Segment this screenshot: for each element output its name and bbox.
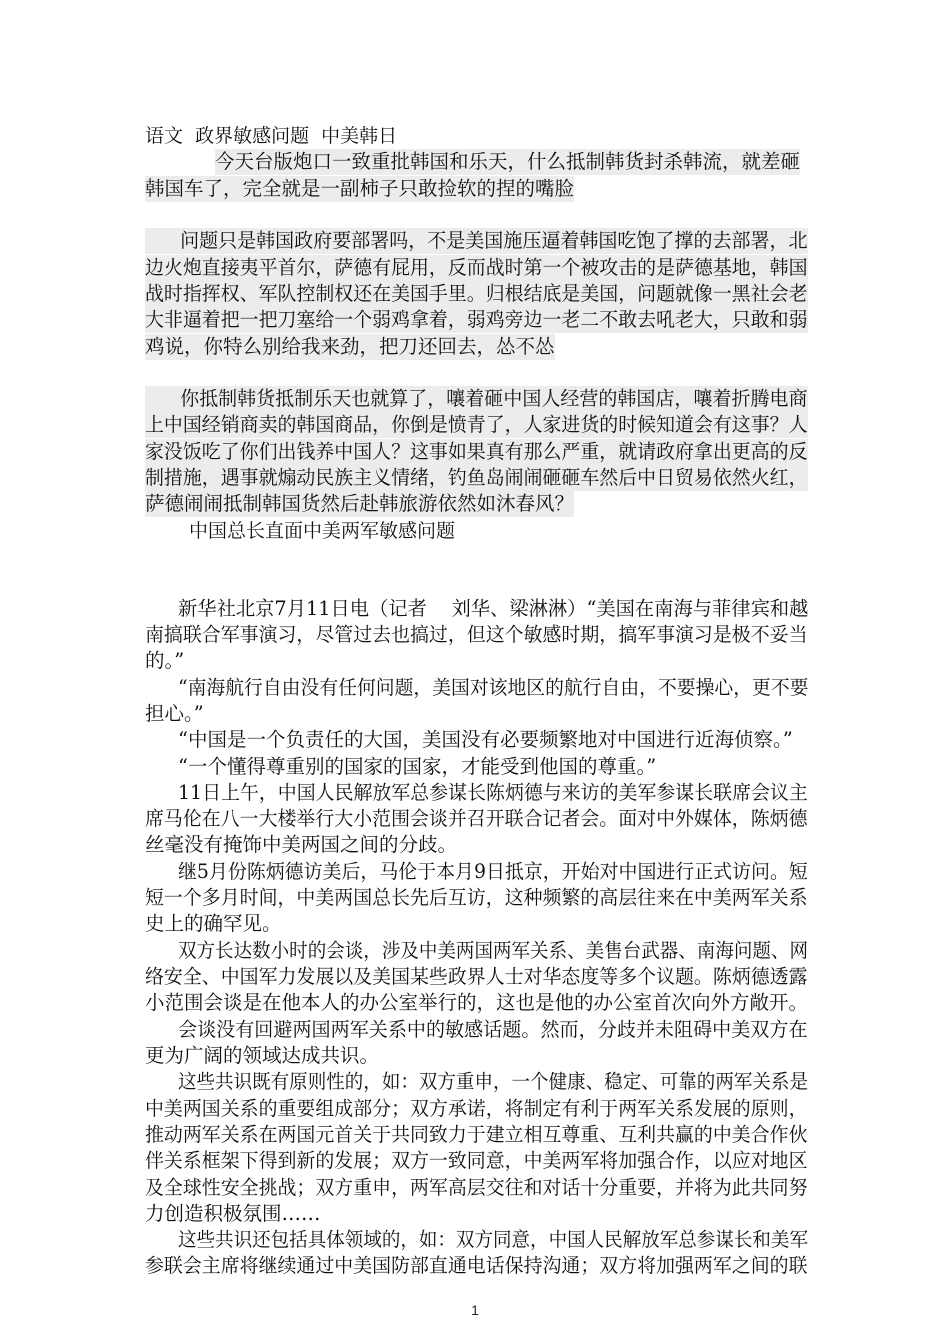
article-line: 这些共识既有原则性的，如：双方重申，一个健康、稳定、可靠的两军关系是 [178,1070,808,1093]
article-line: 参联会主席将继续通过中美国防部直通电话保持沟通；双方将加强两军之间的联 [145,1254,808,1277]
page-number: 1 [471,1302,479,1318]
paragraph-line: 边火炮直接夷平首尔，萨德有屁用，反而战时第一个被攻击的是萨德基地，韩国 [145,256,808,279]
subheading: 中国总长直面中美两军敏感问题 [189,520,456,542]
article-line: 11日上午，中国人民解放军总参谋长陈炳德与来访的美军参谋长联席会议主 [178,781,808,804]
article-line: 络安全、中国军力发展以及美国某些政界人士对华态度等多个议题。陈炳德透露 [145,965,808,988]
article-line: 小范围会谈是在他本人的办公室举行的，这也是他的办公室首次向外方敞开。 [145,991,809,1014]
title-line: 语文 政界敏感问题 中美韩日 [145,125,398,147]
paragraph-line: 大非逼着把一把刀塞给一个弱鸡拿着，弱鸡旁边一老二不敢去吼老大，只敢和弱 [145,308,808,331]
article-line: 中美两国关系的重要组成部分；双方承诺，将制定有利于两军关系发展的原则， [145,1097,808,1120]
article-line: 短一个多月时间，中美两国总长先后互访，这种频繁的高层往来在中美两军关系 [145,886,808,909]
paragraph-line: 你抵制韩货抵制乐天也就算了，嚷着砸中国人经营的韩国店，嚷着折腾电商 [145,386,808,412]
paragraph-line: 制措施，遇事就煽动民族主义情绪，钓鱼岛闹闹砸砸车然后中日贸易依然火红， [145,466,808,489]
article-line: “中国是一个负责任的大国，美国没有必要频繁地对中国进行近海侦察。” [178,728,793,751]
article-line: 推动两军关系在两国元首关于共同致力于建立相互尊重、互利共赢的中美合作伙 [145,1123,808,1146]
paragraph-line: 萨德闹闹抵制韩国货然后赴韩旅游依然如沐春风？ [145,492,575,515]
article-line: 继5月份陈炳德访美后，马伦于本月9日抵京，开始对中国进行正式访问。短 [178,860,808,883]
article-line: 更为广阔的领域达成共识。 [145,1044,380,1067]
article-line: 担心。” [145,702,204,725]
article-line: 的。” [145,649,185,672]
article-line: 会谈没有回避两国两军关系中的敏感话题。然而，分歧并未阻碍中美双方在 [178,1018,808,1041]
paragraph-line: 今天台版炮口一致重批韩国和乐天，什么抵制韩货封杀韩流，就差砸 [215,150,801,173]
article-line: 力创造积极氛围…… [145,1202,321,1225]
article-line: 双方长达数小时的会谈，涉及中美两国两军关系、美售台武器、南海问题、网 [178,939,808,962]
paragraph-line: 问题只是韩国政府要部署吗，不是美国施压逼着韩国吃饱了撑的去部署，北 [145,228,808,254]
paragraph-line: 鸡说，你特么别给我来劲，把刀还回去，怂不怂 [145,335,555,358]
paragraph-line: 上中国经销商卖的韩国商品，你倒是愤青了，人家进货的时候知道会有这事？人 [145,413,808,436]
article-line: 史上的确罕见。 [145,912,282,935]
paragraph-line: 韩国车了，完全就是一副柿子只敢捡软的捏的嘴脸 [145,177,575,200]
article-line: 新华社北京7月11日电（记者 刘华、梁淋淋）“美国在南海与菲律宾和越 [178,597,809,620]
article-line: “南海航行自由没有任何问题，美国对该地区的航行自由，不要操心，更不要 [178,676,809,699]
article-line: 这些共识还包括具体领域的，如：双方同意，中国人民解放军总参谋长和美军 [178,1228,808,1251]
article-line: 席马伦在八一大楼举行大小范围会谈并召开联合记者会。面对中外媒体，陈炳德 [145,807,808,830]
article-line: 南搞联合军事演习，尽管过去也搞过，但这个敏感时期，搞军事演习是极不妥当 [145,623,808,646]
article-line: 及全球性安全挑战；双方重申，两军高层交往和对话十分重要，并将为此共同努 [145,1176,808,1199]
article-line: 丝毫没有掩饰中美两国之间的分歧。 [145,833,458,856]
article-line: 伴关系框架下得到新的发展；双方一致同意，中美两军将加强合作，以应对地区 [145,1149,808,1172]
paragraph-line: 家没饭吃了你们出钱养中国人？这事如果真有那么严重，就请政府拿出更高的反 [145,440,808,463]
article-line: “一个懂得尊重别的国家的国家，才能受到他国的尊重。” [178,755,657,778]
paragraph-line: 战时指挥权、军队控制权还在美国手里。归根结底是美国，问题就像一黑社会老 [145,282,808,305]
